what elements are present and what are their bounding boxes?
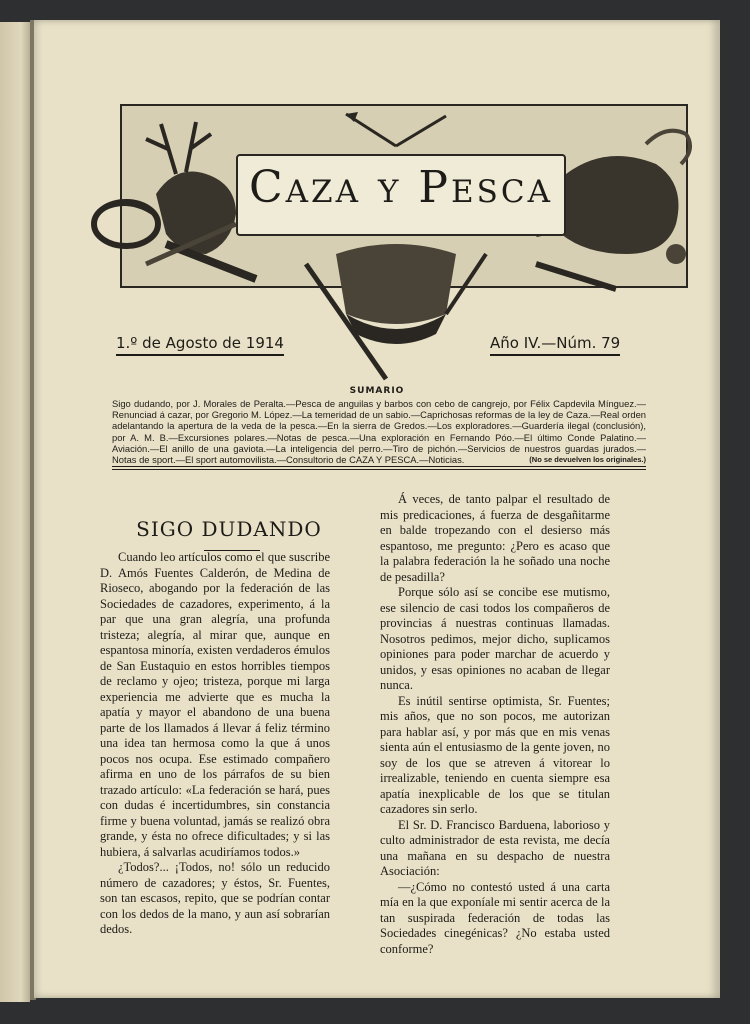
article-column-left <box>100 550 330 938</box>
paragraph: —¿Cómo no contestó usted á una carta mía en la que exponíale mi sentir acerca de la tan suspirada federación de todas las Sociedades cinegénicas? ¿No estaba usted conforme? <box>380 879 610 956</box>
paragraph: ¿Todos?... ¡Todos, no! sólo un reducido número de cazadores; y éstos, Sr. Fuentes, son tan escasos, repito, que se podrían contar con los dedos de la mano, y aun así sobrarían dedos. <box>100 860 330 936</box>
sumario-body: Sigo dudando, por J. Morales de Peralta.—Pesca de anguilas y barbos con cebo de cangrejo, por Félix Capdevila Mínguez.—Renunciad á cazar, por Gregorio M. López.—La temeridad de un sabio.—Caprichosas reformas de la ley de Caza.—Real orden adelantando la apertura de la veda de la pesca.—En la sierra de Gredos.—Los exploradores.—Guardería ilegal (conclusión), por A. M. B.—Excursiones polares.—Notas de pesca.—Una exploración en Fernando Póo.—El último Conde Palatino.—Aviación.—El anillo de una gaviota.—La inteligencia del perro.—Tiro de pichón.—Servicios de nuestros guardas jurados.—Notas de sport.—El sport automovilista.—Consultorio de CAZA Y PESCA.—Noticias. <box>112 398 646 466</box>
divider-rule-double <box>112 469 646 470</box>
paragraph: Porque sólo así se concibe ese mutismo, ese silencio de casi todos los compañeros de provincias á nuestras continuas llamadas. Nosotros pedimos, mejor dicho, suplicamos opiniones para poder marchar de acuerdo y unidos, y esas opiniones no acaban de llegar nunca. <box>380 585 610 692</box>
facing-page-edge <box>0 22 30 1002</box>
game-bag-illustration <box>296 234 496 384</box>
issue-number: Año IV.—Núm. 79 <box>490 334 620 356</box>
title-scroll <box>236 154 566 236</box>
magazine-page <box>34 20 720 998</box>
magazine-title: Caza y Pesca <box>249 162 553 213</box>
article-column-right <box>380 492 610 957</box>
article-title: SIGO DUDANDO <box>136 517 322 541</box>
paragraph: Á veces, de tanto palpar el resultado de mis predicaciones, á fuerza de desgañitarme en balde tropezando con el desierso más espantoso, me pregunto: ¿Pero es acaso que la palabra federación la he soñado una noche de pesadilla? <box>380 492 610 584</box>
issue-date: 1.º de Agosto de 1914 <box>116 334 284 356</box>
paragraph: El Sr. D. Francisco Barduena, laborioso y culto administrador de esta revista, me decía una mañana en su despacho de nuestra Asociación: <box>380 817 610 878</box>
originals-note: (No se devuelven los originales.) <box>529 455 646 465</box>
paragraph: Cuando leo artículos como el que suscribe D. Amós Fuentes Calderón, de Medina de Rioseco, abogando por la federación de las Sociedades de cazadores, experimento, á la par que una gran alegría, una profunda tristeza; alegría, al mirar que, aunque en espantosa minoría, existen verdaderos émulos de San Eustaquio en estos horribles tiempos de reclamo y ojeo; tristeza, porque mi larga experiencia me advierte que es mucha la apatía y mayor el abandono de una buena parte de los llamados á llevar á feliz término una idea tan hermosa como la que á unos pocos nos ocupa. Ese estimado compañero afirma en uno de los párrafos de su bien trazado artículo: «La federación se hará, pues con dudas é incertidumbres, sin constancia firme y buena voluntad, jamás se realizó obra grande, y ésta no ofrece dificultades; y si las hubiera, á salvarlas acudiríamos todos.» <box>100 550 330 859</box>
sumario-text <box>112 398 646 465</box>
divider-rule <box>112 466 646 467</box>
sumario-heading: SUMARIO <box>349 386 405 396</box>
paragraph: Es inútil sentirse optimista, Sr. Fuentes; mis años, que no son pocos, me autorizan para hablar así, y por más que en mis venas sienta aún el entusiasmo de la gente joven, no soy de los que se atreven á vitorear lo irrealizable, teniendo en cuenta siempre esa apatía inexplicable de los que se titulan cazadores sin serlo. <box>380 693 610 816</box>
harpoon-illustration <box>336 106 456 156</box>
